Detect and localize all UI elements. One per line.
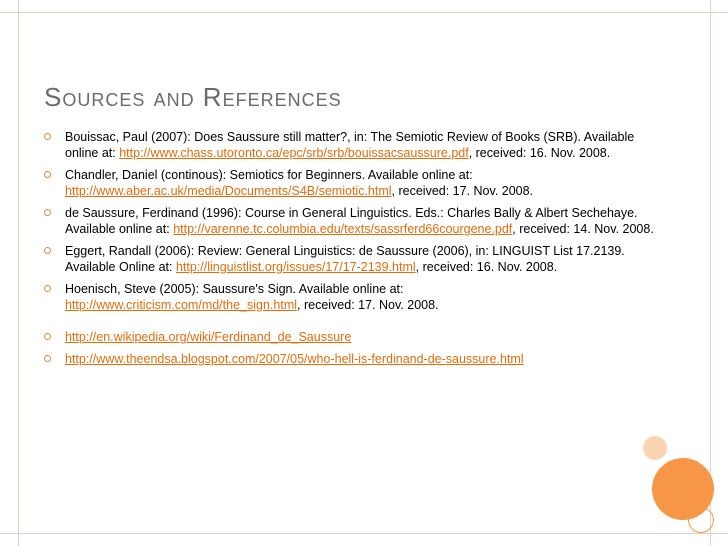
frame-line-left [18, 0, 19, 546]
slide-title: Sources and References [44, 82, 342, 112]
frame-line-top [0, 12, 728, 13]
reference-link[interactable]: http://en.wikipedia.org/wiki/Ferdinand_de_Saussure [65, 330, 352, 344]
reference-link[interactable]: http://www.chass.utoronto.ca/epc/srb/srb/bouissacsaussure.pdf [119, 146, 469, 160]
reference-received: , received: 17. Nov. 2008. [391, 184, 534, 198]
reference-item [44, 329, 654, 345]
reference-list [44, 129, 654, 373]
reference-text: Hoenisch, Steve (2005): Saussure's Sign. Available online at: [65, 282, 404, 296]
reference-link[interactable]: http://www.criticism.com/md/the_sign.html [65, 298, 298, 312]
reference-received: , received: 17. Nov. 2008. [297, 298, 439, 312]
reference-link[interactable]: http://www.theendsa.blogspot.com/2007/05/who-hell-is-ferdinand-de-saussure.html [65, 352, 524, 366]
reference-text: Bouissac, Paul (2007): Does Saussure still matter?, in: The Semiotic Review of Books (SRB). Available online at: [65, 130, 635, 160]
bullet-icon [44, 355, 51, 362]
reference-text: Eggert, Randall (2006): Review: General Linguistics: de Saussure (2006), in: LINGUIST List 17.2139. Available Online at: [65, 244, 625, 274]
reference-item [44, 167, 654, 199]
reference-received: , received: 14. Nov. 2008. [512, 222, 654, 236]
reference-link[interactable]: http://www.aber.ac.uk/media/Documents/S4B/semiotic.html [65, 184, 392, 198]
bullet-icon [44, 171, 51, 178]
reference-received: , received: 16. Nov. 2008. [468, 146, 611, 160]
decorative-circle-small [643, 436, 667, 460]
frame-line-right [710, 0, 711, 546]
decorative-circle-outline [688, 507, 714, 533]
reference-item [44, 281, 654, 313]
reference-received: , received: 16. Nov. 2008. [415, 260, 558, 274]
reference-item [44, 351, 654, 367]
bullet-icon [44, 333, 51, 340]
bullet-icon [44, 285, 51, 292]
reference-text: de Saussure, Ferdinand (1996): Course in General Linguistics. Eds.: Charles Bally & Albert Sechehaye. Available online at: [65, 206, 638, 236]
reference-item [44, 243, 654, 275]
reference-link[interactable]: http://varenne.tc.columbia.edu/texts/sassrferd66courgene.pdf [173, 222, 513, 236]
bullet-icon [44, 209, 51, 216]
frame-line-bottom [0, 533, 728, 534]
reference-link[interactable]: http://linguistlist.org/issues/17/17-2139.html [175, 260, 416, 274]
bullet-icon [44, 133, 51, 140]
reference-item [44, 129, 654, 161]
reference-text: Chandler, Daniel (continous): Semiotics for Beginners. Available online at: [65, 168, 473, 182]
bullet-icon [44, 247, 51, 254]
reference-item [44, 205, 654, 237]
